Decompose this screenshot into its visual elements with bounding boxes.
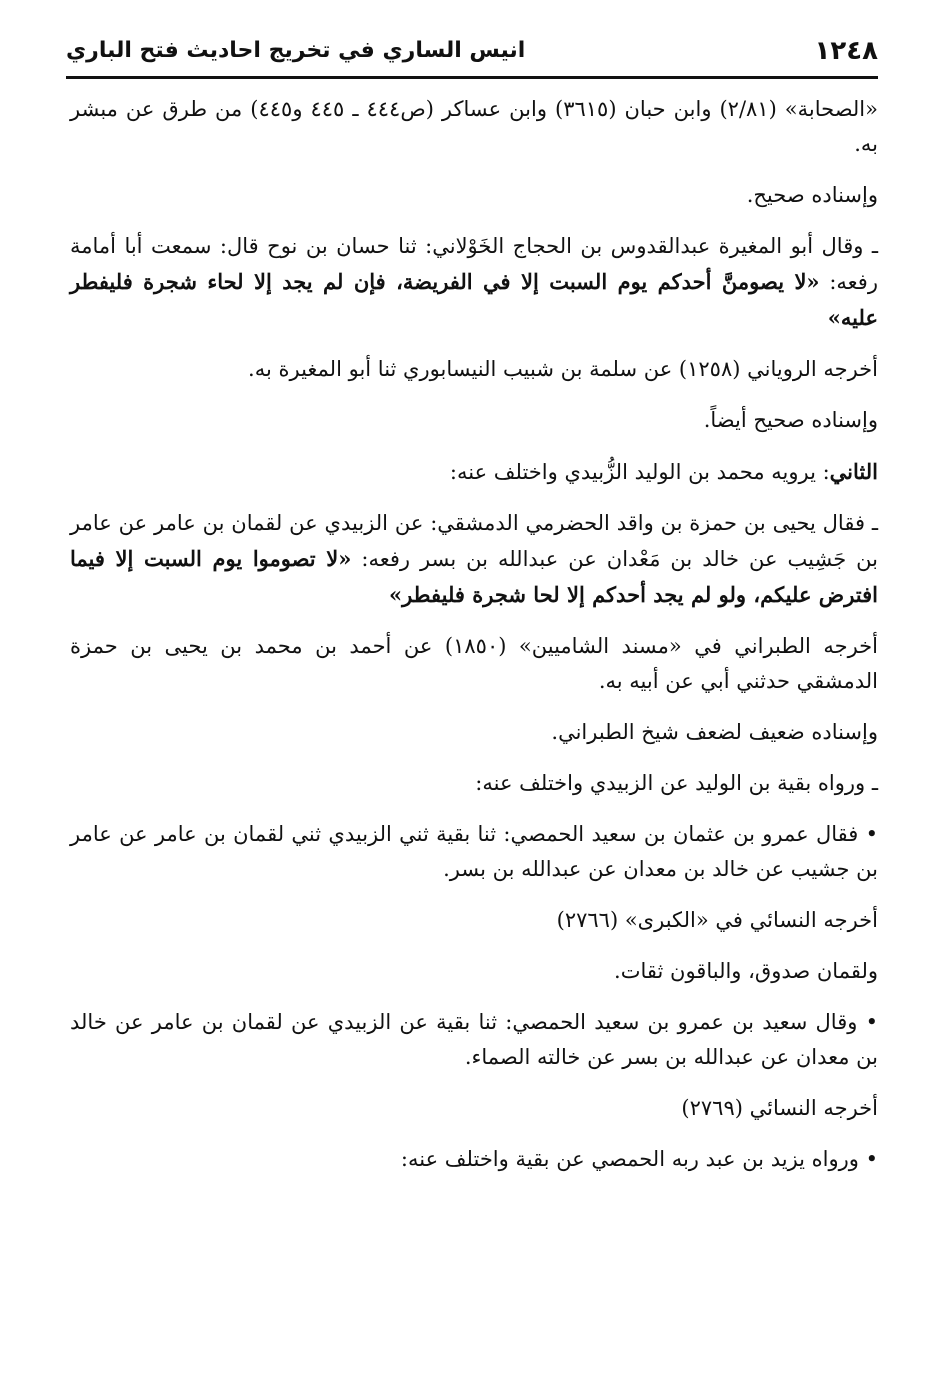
text-segment: أخرجه الروياني (١٢٥٨) عن سلمة بن شبيب النيسابوري ثنا أبو المغيرة به. bbox=[248, 357, 878, 381]
text-segment: ولقمان صدوق، والباقون ثقات. bbox=[614, 959, 878, 983]
paragraph-p9 bbox=[70, 715, 878, 750]
paragraph-p13 bbox=[70, 954, 878, 989]
text-segment: وإسناده صحيح أيضاً. bbox=[703, 408, 878, 432]
bold-text: «لا تصوموا يوم السبت إلا فيما افترض عليكم، ولو لم يجد أحدكم إلا لحا شجرة فليفطر» bbox=[70, 546, 878, 607]
text-segment: وإسناده ضعيف لضعف شيخ الطبراني. bbox=[551, 720, 878, 744]
paragraph-p15 bbox=[70, 1091, 878, 1126]
text-segment: «الصحابة» (٢/٨١) وابن حبان (٣٦١٥) وابن عساكر (ص٤٤٤ ـ ٤٤٥ و٤٤٥) من طرق عن مبشر به. bbox=[70, 97, 878, 156]
paragraph-p3 bbox=[70, 229, 878, 336]
page-header bbox=[66, 30, 878, 74]
paragraph-p16 bbox=[70, 1142, 878, 1177]
text-segment: ـ فقال يحيى بن حمزة بن واقد الحضرمي الدمشقي: عن الزبيدي عن لقمان بن عامر عن عامر بن جَشِيب عن خالد بن مَعْدان عن عبدالله بن بسر رفعه: bbox=[70, 511, 879, 571]
text-segment: ـ وقال أبو المغيرة عبدالقدوس بن الحجاج الخَوْلاني: ثنا حسان بن نوح قال: سمعت أبا أمامة رفعه: bbox=[70, 234, 878, 294]
text-segment: • ورواه يزيد بن عبد ربه الحمصي عن بقية واختلف عنه: bbox=[400, 1147, 878, 1171]
text-segment: : يرويه محمد بن الوليد الزُّبيدي واختلف عنه: bbox=[449, 460, 830, 484]
text-segment: وإسناده صحيح. bbox=[746, 183, 878, 207]
text-segment: ـ ورواه بقية بن الوليد عن الزبيدي واختلف عنه: bbox=[475, 771, 878, 795]
text-segment: أخرجه الطبراني في «مسند الشاميين» (١٨٥٠) عن أحمد بن محمد بن يحيى بن حمزة الدمشقي حدثني أبي عن أبيه به. bbox=[70, 634, 878, 693]
running-title: انيس الساري في تخريج احاديث فتح الباري bbox=[66, 38, 526, 63]
text-segment: • فقال عمرو بن عثمان بن سعيد الحمصي: ثنا بقية ثني الزبيدي ثني لقمان بن عامر عن عامر بن جشيب عن خالد بن معدان عن عبدالله بن بسر. bbox=[70, 822, 878, 881]
paragraph-p5 bbox=[70, 403, 878, 438]
paragraph-p14 bbox=[70, 1005, 878, 1075]
paragraph-p12 bbox=[70, 903, 878, 938]
paragraph-p11 bbox=[70, 817, 878, 887]
header-divider bbox=[66, 76, 878, 79]
paragraph-p4 bbox=[70, 352, 878, 387]
paragraph-p7 bbox=[70, 506, 878, 613]
text-segment: • وقال سعيد بن عمرو بن سعيد الحمصي: ثنا بقية عن الزبيدي عن لقمان بن عامر عن خالد بن معدان عن عبدالله بن بسر عن خالته الصماء. bbox=[70, 1010, 878, 1069]
page-number: ١٢٤٨ bbox=[814, 36, 878, 66]
page-body bbox=[70, 92, 878, 1193]
paragraph-p10 bbox=[70, 766, 878, 801]
text-segment: أخرجه النسائي (٢٧٦٩) bbox=[681, 1096, 878, 1120]
bold-text: الثاني bbox=[829, 459, 878, 484]
paragraph-p1 bbox=[70, 92, 878, 162]
bold-text: «لا يصومنَّ أحدكم يوم السبت إلا في الفريضة، فإن لم يجد إلا لحاء شجرة فليفطر عليه» bbox=[70, 269, 878, 330]
paragraph-p8 bbox=[70, 629, 878, 699]
paragraph-p6 bbox=[70, 454, 878, 490]
text-segment: أخرجه النسائي في «الكبرى» (٢٧٦٦) bbox=[556, 908, 878, 932]
paragraph-p2 bbox=[70, 178, 878, 213]
